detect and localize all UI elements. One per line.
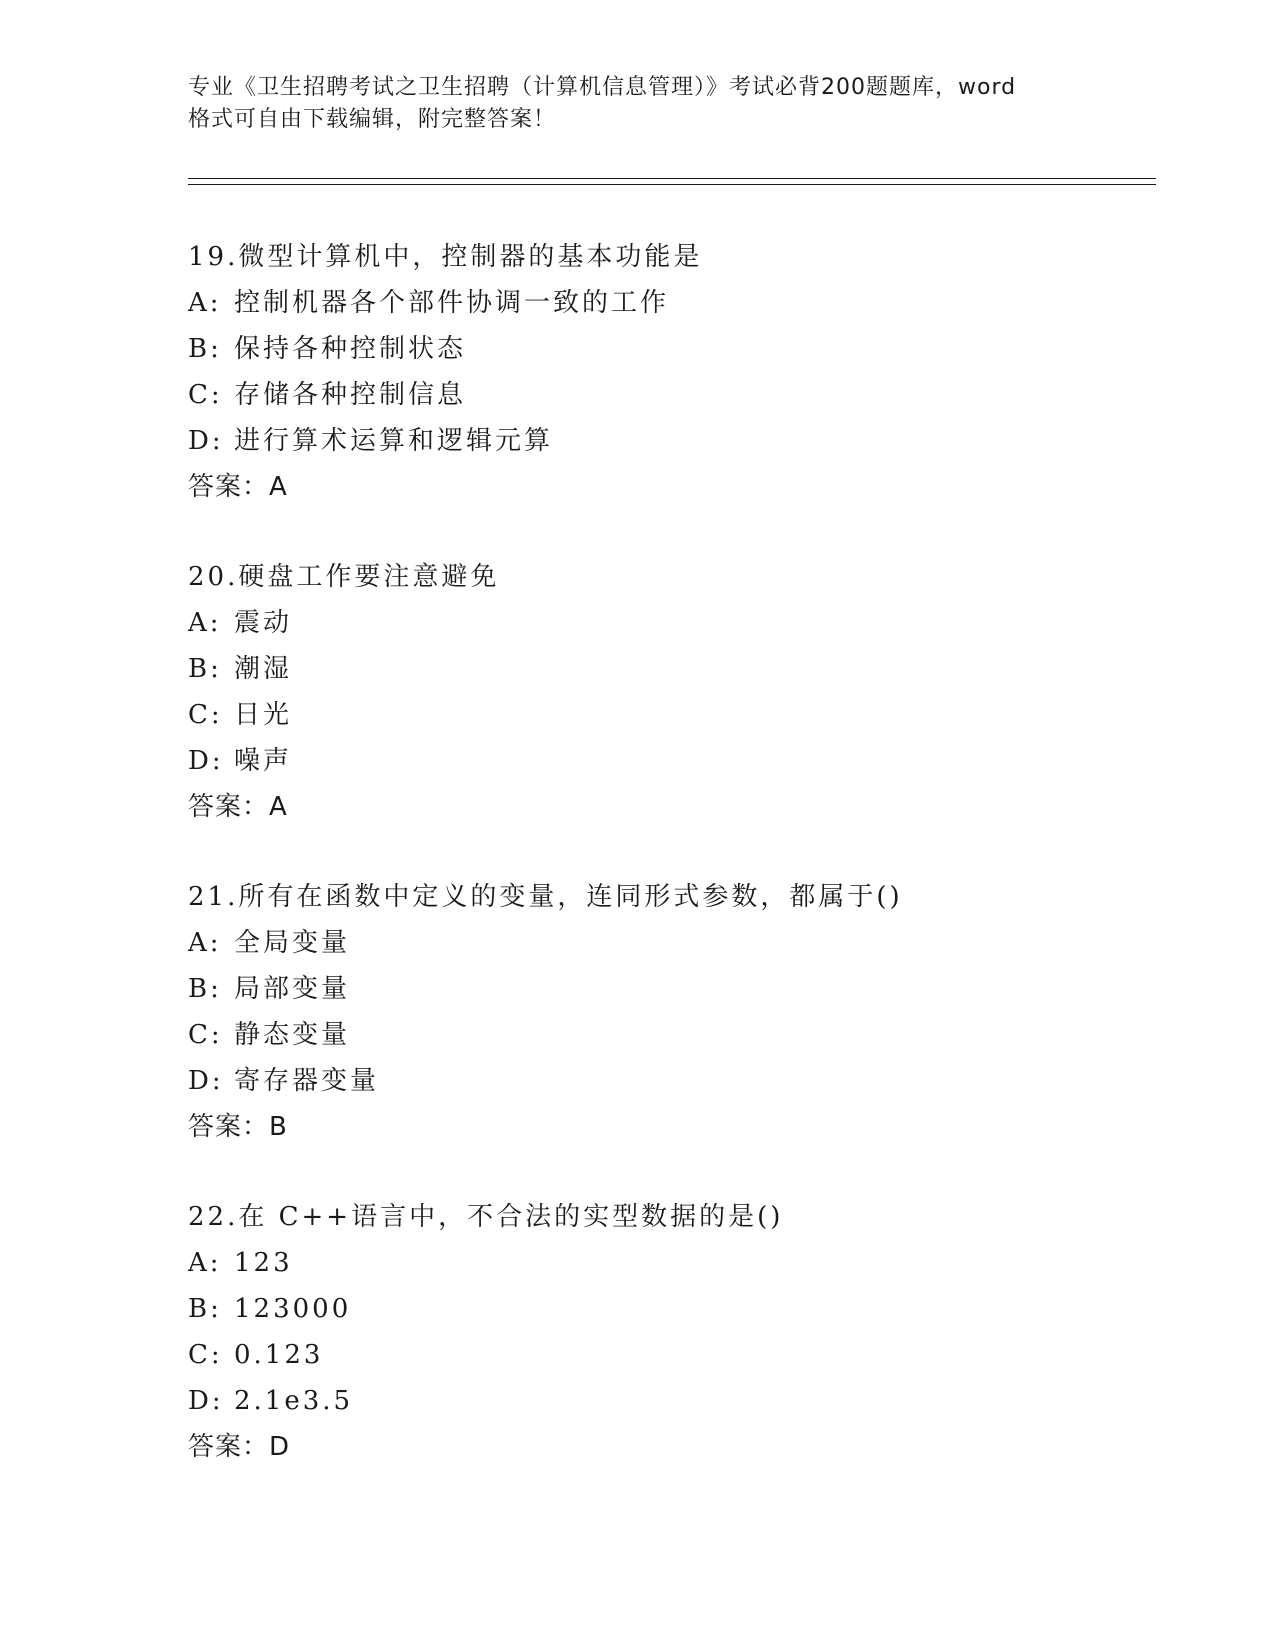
answer-label: 答案：B [188, 1112, 288, 1142]
answer-label: 答案：A [188, 792, 288, 822]
option-text: 123000 [234, 1294, 352, 1324]
option-text: 进行算术运算和逻辑元算 [234, 426, 554, 456]
option-a [188, 920, 1148, 966]
option-text: 全局变量 [234, 928, 351, 958]
option-d [188, 738, 1148, 784]
question-block [188, 554, 1148, 830]
option-key: B: [188, 974, 222, 1004]
option-a [188, 1240, 1148, 1286]
option-b [188, 966, 1148, 1012]
option-text: 123 [234, 1248, 293, 1278]
option-key: C: [188, 380, 223, 410]
header-divider-bottom [188, 184, 1156, 185]
option-key: A: [188, 608, 222, 638]
answer-label: 答案：D [188, 1432, 291, 1462]
option-text: 噪声 [234, 746, 293, 776]
option-d [188, 1378, 1148, 1424]
option-key: C: [188, 700, 223, 730]
option-key: C: [188, 1340, 223, 1370]
option-key: D: [188, 1066, 224, 1096]
option-text: 存储各种控制信息 [234, 380, 467, 410]
option-b [188, 1286, 1148, 1332]
option-key: D: [188, 426, 224, 456]
option-d [188, 418, 1148, 464]
option-text: 保持各种控制状态 [234, 334, 467, 364]
answer-label: 答案：A [188, 472, 288, 502]
option-key: A: [188, 1248, 222, 1278]
option-key: B: [188, 1294, 222, 1324]
option-a [188, 600, 1148, 646]
option-b [188, 326, 1148, 372]
question-title: 22.在 C++语言中，不合法的实型数据的是() [188, 1202, 784, 1232]
option-key: A: [188, 928, 222, 958]
question-title: 19.微型计算机中，控制器的基本功能是 [188, 242, 703, 272]
option-d [188, 1058, 1148, 1104]
option-a [188, 280, 1148, 326]
option-c [188, 1012, 1148, 1058]
option-text: 日光 [234, 700, 293, 730]
question-block [188, 234, 1148, 510]
header-line-2: 格式可自由下载编辑，附完整答案！ [188, 107, 557, 132]
question-title: 21.所有在函数中定义的变量，连同形式参数，都属于() [188, 882, 903, 912]
header-divider-top [188, 178, 1156, 179]
option-text: 静态变量 [234, 1020, 351, 1050]
option-key: D: [188, 746, 224, 776]
question-block [188, 874, 1148, 1150]
option-key: B: [188, 334, 222, 364]
document-header [188, 72, 1088, 136]
option-c [188, 372, 1148, 418]
header-line-1: 专业《卫生招聘考试之卫生招聘（计算机信息管理）》考试必背200题题库，word [188, 75, 1017, 100]
option-text: 2.1e3.5 [234, 1386, 354, 1416]
option-text: 寄存器变量 [234, 1066, 380, 1096]
option-text: 震动 [234, 608, 293, 638]
option-key: B: [188, 654, 222, 684]
question-title: 20.硬盘工作要注意避免 [188, 562, 500, 592]
option-text: 0.123 [234, 1340, 324, 1370]
option-c [188, 1332, 1148, 1378]
option-key: C: [188, 1020, 223, 1050]
option-key: A: [188, 288, 222, 318]
option-c [188, 692, 1148, 738]
option-b [188, 646, 1148, 692]
option-text: 局部变量 [234, 974, 351, 1004]
option-key: D: [188, 1386, 224, 1416]
question-block [188, 1194, 1148, 1470]
option-text: 控制机器各个部件协调一致的工作 [234, 288, 670, 318]
option-text: 潮湿 [234, 654, 293, 684]
